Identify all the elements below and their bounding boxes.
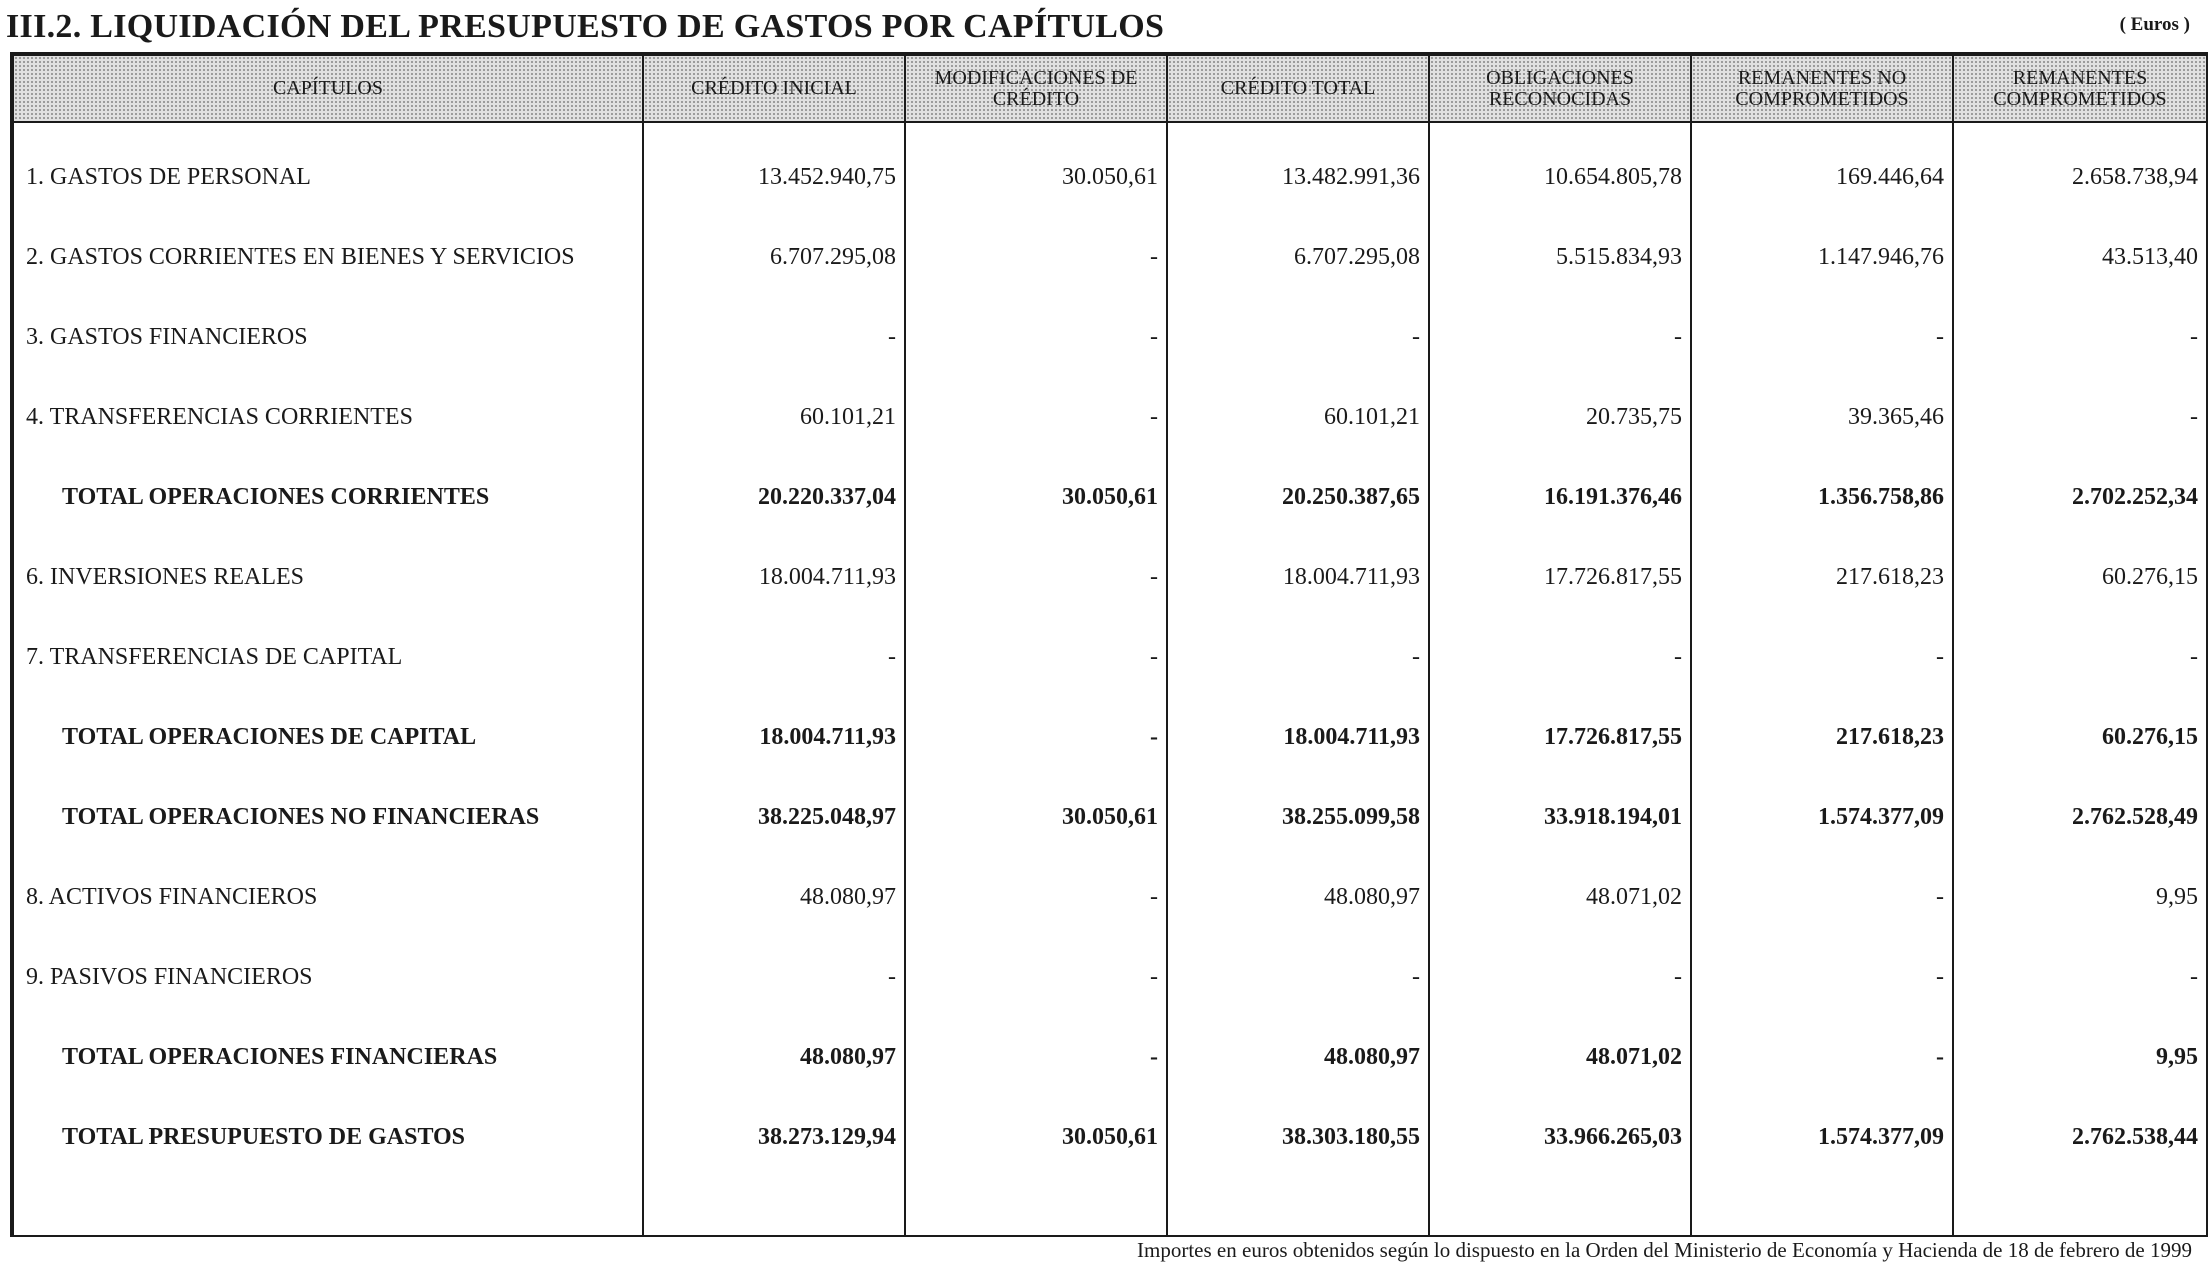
cell-modificaciones: - bbox=[905, 697, 1167, 777]
table-row-total bbox=[13, 457, 2207, 537]
cell-rem-no-comprometidos: 217.618,23 bbox=[1691, 697, 1953, 777]
table-row bbox=[13, 537, 2207, 617]
cell-credito-total: - bbox=[1167, 297, 1429, 377]
column-header-modificaciones: MODIFICACIONES DE CRÉDITO bbox=[905, 55, 1167, 122]
cell-modificaciones: - bbox=[905, 1017, 1167, 1097]
column-header-rem-comprometidos: REMANENTES COMPROMETIDOS bbox=[1953, 55, 2207, 122]
cell-rem-comprometidos: 2.762.538,44 bbox=[1953, 1097, 2207, 1177]
cell-obligaciones: 33.966.265,03 bbox=[1429, 1097, 1691, 1177]
cell-rem-comprometidos: - bbox=[1953, 377, 2207, 457]
cell-obligaciones: 17.726.817,55 bbox=[1429, 537, 1691, 617]
cell-rem-no-comprometidos: - bbox=[1691, 937, 1953, 1017]
cell-rem-comprometidos: 9,95 bbox=[1953, 857, 2207, 937]
empty-cell bbox=[1953, 1177, 2207, 1235]
cell-modificaciones: - bbox=[905, 297, 1167, 377]
cell-obligaciones: - bbox=[1429, 937, 1691, 1017]
row-label: TOTAL OPERACIONES FINANCIERAS bbox=[13, 1017, 643, 1097]
cell-credito-total: 60.101,21 bbox=[1167, 377, 1429, 457]
table-row bbox=[13, 937, 2207, 1017]
table-row-total bbox=[13, 697, 2207, 777]
cell-credito-inicial: 48.080,97 bbox=[643, 857, 905, 937]
cell-rem-comprometidos: - bbox=[1953, 297, 2207, 377]
row-label: 1. GASTOS DE PERSONAL bbox=[13, 122, 643, 217]
cell-rem-comprometidos: 60.276,15 bbox=[1953, 537, 2207, 617]
cell-credito-total: 20.250.387,65 bbox=[1167, 457, 1429, 537]
cell-rem-no-comprometidos: 1.574.377,09 bbox=[1691, 777, 1953, 857]
cell-obligaciones: - bbox=[1429, 617, 1691, 697]
cell-credito-inicial: 13.452.940,75 bbox=[643, 122, 905, 217]
cell-credito-inicial: 20.220.337,04 bbox=[643, 457, 905, 537]
row-label: 3. GASTOS FINANCIEROS bbox=[13, 297, 643, 377]
column-header-capitulos: CAPÍTULOS bbox=[13, 55, 643, 122]
cell-obligaciones: 10.654.805,78 bbox=[1429, 122, 1691, 217]
row-label: 9. PASIVOS FINANCIEROS bbox=[13, 937, 643, 1017]
cell-credito-inicial: 18.004.711,93 bbox=[643, 697, 905, 777]
row-label: 2. GASTOS CORRIENTES EN BIENES Y SERVICIOS bbox=[13, 217, 643, 297]
cell-rem-comprometidos: 9,95 bbox=[1953, 1017, 2207, 1097]
cell-credito-total: 48.080,97 bbox=[1167, 857, 1429, 937]
cell-credito-inicial: 60.101,21 bbox=[643, 377, 905, 457]
cell-modificaciones: - bbox=[905, 217, 1167, 297]
cell-rem-no-comprometidos: 217.618,23 bbox=[1691, 537, 1953, 617]
table-row bbox=[13, 857, 2207, 937]
cell-rem-no-comprometidos: 1.147.946,76 bbox=[1691, 217, 1953, 297]
empty-cell bbox=[643, 1177, 905, 1235]
cell-modificaciones: 30.050,61 bbox=[905, 1097, 1167, 1177]
cell-rem-comprometidos: 2.762.528,49 bbox=[1953, 777, 2207, 857]
cell-credito-total: 18.004.711,93 bbox=[1167, 537, 1429, 617]
cell-credito-total: 18.004.711,93 bbox=[1167, 697, 1429, 777]
row-label: TOTAL OPERACIONES DE CAPITAL bbox=[13, 697, 643, 777]
cell-credito-inicial: - bbox=[643, 297, 905, 377]
empty-cell bbox=[1167, 1177, 1429, 1235]
cell-modificaciones: 30.050,61 bbox=[905, 777, 1167, 857]
table-filler-row bbox=[13, 1177, 2207, 1235]
empty-cell bbox=[1691, 1177, 1953, 1235]
cell-modificaciones: - bbox=[905, 857, 1167, 937]
cell-rem-no-comprometidos: 39.365,46 bbox=[1691, 377, 1953, 457]
cell-obligaciones: 16.191.376,46 bbox=[1429, 457, 1691, 537]
cell-rem-no-comprometidos: - bbox=[1691, 857, 1953, 937]
cell-obligaciones: 33.918.194,01 bbox=[1429, 777, 1691, 857]
cell-rem-no-comprometidos: - bbox=[1691, 297, 1953, 377]
cell-modificaciones: - bbox=[905, 537, 1167, 617]
row-label: 6. INVERSIONES REALES bbox=[13, 537, 643, 617]
cell-modificaciones: - bbox=[905, 617, 1167, 697]
cell-credito-total: - bbox=[1167, 617, 1429, 697]
cell-rem-no-comprometidos: - bbox=[1691, 1017, 1953, 1097]
column-header-credito-inicial: CRÉDITO INICIAL bbox=[643, 55, 905, 122]
cell-rem-comprometidos: 60.276,15 bbox=[1953, 697, 2207, 777]
cell-obligaciones: 48.071,02 bbox=[1429, 857, 1691, 937]
empty-cell bbox=[1429, 1177, 1691, 1235]
cell-rem-comprometidos: 2.702.252,34 bbox=[1953, 457, 2207, 537]
cell-credito-total: 38.303.180,55 bbox=[1167, 1097, 1429, 1177]
column-header-obligaciones: OBLIGACIONES RECONOCIDAS bbox=[1429, 55, 1691, 122]
page-title: III.2. LIQUIDACIÓN DEL PRESUPUESTO DE GASTOS POR CAPÍTULOS bbox=[6, 8, 1165, 45]
cell-rem-comprometidos: 2.658.738,94 bbox=[1953, 122, 2207, 217]
column-header-rem-no-comprometidos: REMANENTES NO COMPROMETIDOS bbox=[1691, 55, 1953, 122]
table-row bbox=[13, 617, 2207, 697]
cell-credito-inicial: 38.225.048,97 bbox=[643, 777, 905, 857]
cell-credito-total: 13.482.991,36 bbox=[1167, 122, 1429, 217]
cell-obligaciones: 5.515.834,93 bbox=[1429, 217, 1691, 297]
budget-table bbox=[10, 52, 2208, 1237]
cell-rem-no-comprometidos: 1.356.758,86 bbox=[1691, 457, 1953, 537]
table-row bbox=[13, 217, 2207, 297]
cell-rem-comprometidos: - bbox=[1953, 937, 2207, 1017]
cell-modificaciones: 30.050,61 bbox=[905, 122, 1167, 217]
cell-obligaciones: - bbox=[1429, 297, 1691, 377]
cell-rem-no-comprometidos: 1.574.377,09 bbox=[1691, 1097, 1953, 1177]
cell-credito-inicial: 6.707.295,08 bbox=[643, 217, 905, 297]
cell-obligaciones: 17.726.817,55 bbox=[1429, 697, 1691, 777]
table-header-row bbox=[13, 55, 2207, 122]
cell-modificaciones: 30.050,61 bbox=[905, 457, 1167, 537]
table-row bbox=[13, 377, 2207, 457]
table-row bbox=[13, 297, 2207, 377]
units-label: ( Euros ) bbox=[2119, 14, 2190, 35]
table-row-total bbox=[13, 777, 2207, 857]
cell-credito-inicial: 38.273.129,94 bbox=[643, 1097, 905, 1177]
row-label: 4. TRANSFERENCIAS CORRIENTES bbox=[13, 377, 643, 457]
column-header-credito-total: CRÉDITO TOTAL bbox=[1167, 55, 1429, 122]
table-row bbox=[13, 122, 2207, 217]
row-label: TOTAL PRESUPUESTO DE GASTOS bbox=[13, 1097, 643, 1177]
cell-credito-inicial: - bbox=[643, 937, 905, 1017]
cell-credito-inicial: 48.080,97 bbox=[643, 1017, 905, 1097]
table-row-total bbox=[13, 1017, 2207, 1097]
table-row-grand-total bbox=[13, 1097, 2207, 1177]
empty-cell bbox=[13, 1177, 643, 1235]
row-label: TOTAL OPERACIONES NO FINANCIERAS bbox=[13, 777, 643, 857]
row-label: TOTAL OPERACIONES CORRIENTES bbox=[13, 457, 643, 537]
cell-credito-inicial: 18.004.711,93 bbox=[643, 537, 905, 617]
cell-rem-comprometidos: 43.513,40 bbox=[1953, 217, 2207, 297]
cell-rem-no-comprometidos: 169.446,64 bbox=[1691, 122, 1953, 217]
cell-credito-total: 48.080,97 bbox=[1167, 1017, 1429, 1097]
cell-credito-total: 6.707.295,08 bbox=[1167, 217, 1429, 297]
cell-rem-comprometidos: - bbox=[1953, 617, 2207, 697]
footnote: Importes en euros obtenidos según lo dispuesto en la Orden del Ministerio de Economía y Hacienda de 18 de febrero de 1999 bbox=[1137, 1238, 2192, 1262]
cell-rem-no-comprometidos: - bbox=[1691, 617, 1953, 697]
cell-modificaciones: - bbox=[905, 937, 1167, 1017]
cell-credito-total: - bbox=[1167, 937, 1429, 1017]
cell-credito-inicial: - bbox=[643, 617, 905, 697]
cell-modificaciones: - bbox=[905, 377, 1167, 457]
row-label: 7. TRANSFERENCIAS DE CAPITAL bbox=[13, 617, 643, 697]
cell-obligaciones: 48.071,02 bbox=[1429, 1017, 1691, 1097]
empty-cell bbox=[905, 1177, 1167, 1235]
cell-obligaciones: 20.735,75 bbox=[1429, 377, 1691, 457]
cell-credito-total: 38.255.099,58 bbox=[1167, 777, 1429, 857]
row-label: 8. ACTIVOS FINANCIEROS bbox=[13, 857, 643, 937]
